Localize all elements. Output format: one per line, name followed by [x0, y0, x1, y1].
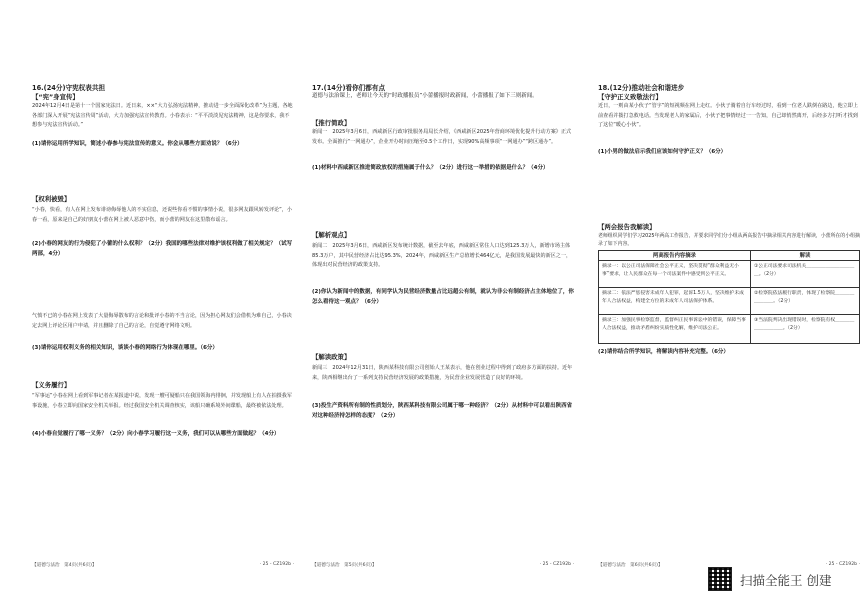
question-17-1: (1)材料中西咸新区推进简政放权的措施属于什么？（2分）进行这一举措的依据是什么？（4分） — [312, 165, 549, 171]
page-footer-code: · 25 - CZ192b · — [825, 562, 860, 567]
question-17-intro: 道德与法治课上，老师让今天的“时政播报员”小蕾播报时政新闻，小蕾播报了如下三则新闻。 — [312, 93, 538, 99]
table-row — [599, 261, 859, 288]
section-title-reports: 【两会报告我解读】 — [598, 223, 656, 231]
question-17-3: (3)投生产资料所有制的性质划分，陕西某科技有限公司属于哪一种经济？（2分）从材料中可以看出陕西省对这种经济持怎样的态度？（2分） — [312, 403, 573, 419]
scanner-watermark — [708, 565, 848, 595]
table-cell-excerpt: 摘录一：以公正司法保障社会公平正义，坚决贯彻“群众利益无小事”要求，让人民群众在每一个司法案件中感受到公平正义。 — [599, 261, 751, 287]
section-title-justice: 【守护正义致敬法行】 — [598, 93, 662, 101]
page-footer-left: 【道德与法治 第5页(共6页)】 — [312, 563, 377, 568]
section-text-news-3: 新闻三 2024年12月31日，陕西某科技有限公司创始人王某表示，他在创业过程中得到了政府多方面的扶持。近年来，陕西相继出台了一系列支持民营经济发展的政策措施，为民营企业发展营造了良好的环境。 — [312, 365, 573, 381]
section-text-duty: “军事运”小春在网上看到军事记者在某报道中说，发现一艘可疑船只在我国领海内徘徊，并发现船上有人在拍摄我军事设施，小春立即向国家安全机关举报。经过我国安全机关调查核实，该船只确系境外间谍船，最终被依法处理。 — [32, 393, 292, 409]
section-title-analysis: 【解析观点】 — [312, 231, 351, 239]
page-6-column — [598, 82, 860, 568]
section-title-duty: 【义务履行】 — [32, 381, 71, 389]
question-16-4: (4)小春自觉履行了哪一义务？（2分）向小春学习履行这一义务，我们可以从哪些方面做起？（4分） — [32, 431, 280, 437]
table-header-excerpt: 两高报告内容摘录 — [599, 251, 751, 261]
section-text-reports: 老师组织同学们学习2025年两高工作报告，并要求同学们分小组从两高报告中摘录相关内容进行解读，小蕾所在的小组摘录了如下内容。 — [598, 233, 860, 248]
section-text-reaction: 气愤不已的小春在网上发表了大量侮辱散布的言论和批评小春的不当言论，因为担心网友们会借机为难自己，小春决定去网上评论区用户申请，并且删除了自己的言论，自觉遵守网络文明。 — [32, 313, 292, 329]
table-row — [599, 288, 859, 315]
question-16-3: (3)请你运用权利义务的相关知识，谈谈小春的网络行为体现在哪里。（6分） — [32, 345, 218, 351]
table-header-interpretation: 解读 — [751, 251, 859, 261]
page-5-column — [312, 82, 574, 568]
section-title-policy: 【解读政策】 — [312, 353, 351, 361]
question-17-title: 17.(14分)看你们都有点 — [312, 84, 386, 92]
section-text-justice: 近日，一则由某小伙子“管字”的短视频在网上走红。小伙子骑着自行车经过时，看到一位老人跌倒在路边，他立即上前查看并拨打急救电话。当发现老人的家属后，小伙子把事情经过一一告知，自己却悄然离开，后经多方打听才找到了这位“暖心小伙”。 — [598, 103, 858, 129]
section-text-rights: “小春，快看，有人在网上发布诽谤侮辱他人的不实信息，还说些你看不惯的事情小说，很多网友跟风转发评论”，小春一看，原来是自己的好朋友小蕾在网上被人恶意中伤，而小蕾的网友在这里散布谣言。 — [32, 207, 292, 223]
section-title-constitution: 【“宪”身宣传】 — [32, 93, 79, 101]
question-16-2: (2)小春的网友的行为侵犯了小蕾的什么权利？（2分）我国的哪些法律对维护该权利做了相关规定？（试写两部，4分） — [32, 241, 293, 257]
page-footer-left: 【道德与法治 第6页(共6页)】 — [598, 563, 663, 568]
page-4-column — [32, 82, 294, 568]
section-title-rights: 【权利被毁】 — [32, 195, 71, 203]
table-cell-excerpt: 摘录三：加强民事检察监督，监督纠正民事诉讼中的错误，保障当事人合法权益，推动矛盾纠纷实质性化解，维护司法公正。 — [599, 315, 751, 343]
table-cell-answer: ②检察院依法履行职责，体现了检察院＿＿＿＿＿＿＿＿。（2分） — [754, 291, 855, 305]
question-16-title: 16.(24分)守宪权表共担 — [32, 84, 106, 92]
section-title-simplify: 【推行简政】 — [312, 119, 351, 127]
report-table — [598, 250, 860, 344]
table-cell-excerpt: 摘录二：依法严惩侵害未成年人犯罪，起诉1.5万人，坚决维护未成年人合法权益，构建全方位的未成年人司法保护体系。 — [599, 288, 751, 314]
question-17-2: (2)你认为新闻中的数据，有同学认为民营经济数量占比远超公有制，就认为非公有制经济占主体地位了，你怎么看待这一观点？（6分） — [312, 289, 574, 305]
question-16-1: (1)请你运用所学知识，简述小春参与宪法宣传的意义。你会从哪些方面劝说？（6分） — [32, 141, 243, 147]
table-row — [599, 315, 859, 343]
section-text-constitution: 2024年12月4日是第十一个国家宪法日。近日来，××“大力弘扬宪法精神，推动进一步全面深化改革”为主题，各地各部门深入开展“宪法宣传周”活动，大力加强宪法宣传教育。小春表示：“平平淡淡见宪法精神，这是你要求，我不想参与宪法宣传活动。” — [32, 103, 293, 129]
section-text-news-1: 新闻一 2025年3月6日，西咸新区行政审批服务局局长介绍，《西咸新区2025年营商环境优化提升行动方案》正式发布。全面推行“一网通办”，企业开办时间压缩至0.5个工作日，实现90%高频事项“一网通办”“跨区通办”。 — [312, 129, 572, 145]
page-footer-code: · 25 - CZ192b · — [259, 562, 294, 567]
table-cell-answer: ①公正司法要求司法机关＿＿＿＿＿＿＿＿＿＿＿。（2分） — [754, 264, 855, 278]
question-18-title: 18.(12分)推动社会和谐进步 — [598, 84, 685, 92]
section-text-news-2: 新闻二 2025年3月6日，西咸新区发布统计数据，截至去年底，西咸新区常住人口达到125.3万人，新增市场主体85.3万户，其中民营经济占比达95.3%，2024年，西咸新区生产总值增长464亿元，是我国发展最快的新区之一，体现出对民营经济的政策支持。 — [312, 243, 572, 269]
page-footer-code: · 25 - CZ192b · — [539, 562, 574, 567]
watermark-text: 扫描全能王 创建 — [740, 573, 832, 588]
question-18-1: (1)小男的做法启示我们应该如何守护正义？（6分） — [598, 149, 727, 155]
question-18-2: (2)请你结合所学知识，将解读内容补充完整。（6分） — [598, 349, 729, 355]
page-footer-left: 【道德与法治 第4页(共6页)】 — [32, 563, 97, 568]
qr-code-icon — [708, 567, 732, 591]
table-cell-answer: ③当法院判决出现错误时，检察院有权＿＿＿＿＿＿＿＿＿＿。（2分） — [754, 318, 855, 332]
